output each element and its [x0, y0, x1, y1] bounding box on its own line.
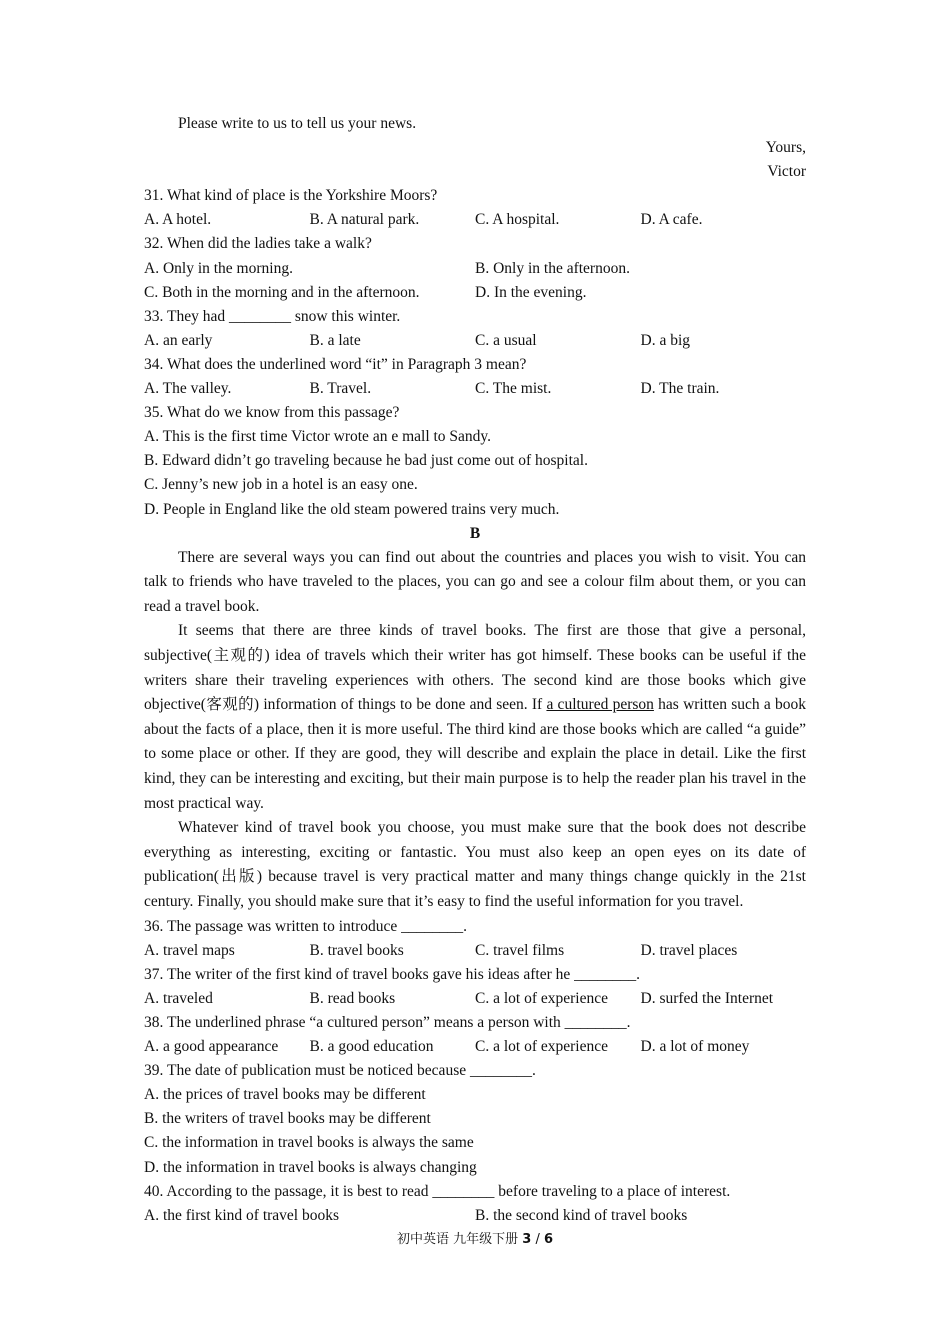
- answer-option: A. This is the first time Victor wrote an e mall to Sandy.: [144, 428, 492, 446]
- question-stem: 39. The date of publication must be noticed because ________.: [144, 1062, 536, 1080]
- question-stem: 33. They had ________ snow this winter.: [144, 307, 401, 325]
- passage-b: [144, 546, 806, 915]
- question-stem: 35. What do we know from this passage?: [144, 404, 400, 422]
- answer-option: A. a good appearance: [144, 1038, 279, 1056]
- letter-closing-line: Please write to us to tell us your news.: [178, 115, 417, 132]
- question-stem: 31. What kind of place is the Yorkshire Moors?: [144, 187, 438, 205]
- answer-option: D. A cafe.: [640, 211, 703, 229]
- passage-paragraph-2: [144, 619, 806, 816]
- answer-option: D. surfed the Internet: [640, 989, 774, 1007]
- answer-option: C. Jenny’s new job in a hotel is an easy one.: [144, 476, 418, 494]
- question-stem: 32. When did the ladies take a walk?: [144, 235, 372, 253]
- answer-option: D. The train.: [640, 380, 720, 398]
- question-stem: 34. What does the underlined word “it” in Paragraph 3 mean?: [144, 355, 527, 373]
- answer-option: C. A hospital.: [475, 211, 560, 229]
- answer-option: B. A natural park.: [309, 211, 420, 229]
- answer-option: A. A hotel.: [144, 211, 212, 229]
- answer-option: C. The mist.: [475, 380, 552, 398]
- page-number-separator: /: [535, 1232, 540, 1247]
- paragraph-2-text-before: It seems that there are three kinds of travel books. The first are those that give a personal, subjective(主观的) idea of travels which their writer has got himself. These books can be useful if the writers share their traveling experiences with others. The second kind are those books which give objective(客观的) information of things to be done and seen. If: [144, 622, 806, 714]
- page-number-current: 3: [522, 1232, 532, 1247]
- questions-section-a: [144, 184, 806, 521]
- answer-option: D. People in England like the old steam powered trains very much.: [144, 500, 560, 518]
- underlined-phrase: a cultured person: [546, 696, 654, 714]
- answer-option: B. Edward didn’t go traveling because he bad just come out of hospital.: [144, 452, 588, 470]
- passage-paragraph-1: There are several ways you can find out about the countries and places you wish to visit. You can talk to friends who have traveled to the places, you can go and see a colour film about them, or you can read a travel book.: [144, 548, 806, 615]
- page-footer: [0, 1228, 950, 1247]
- section-heading-b: B: [469, 524, 481, 542]
- answer-option: A. the prices of travel books may be different: [144, 1086, 426, 1104]
- answer-options-row: [144, 1035, 806, 1059]
- question-stem: 40. According to the passage, it is best to read ________ before traveling to a place of interest.: [144, 1182, 731, 1200]
- answer-option: B. the writers of travel books may be different: [144, 1110, 431, 1128]
- answer-option: B. a late: [309, 331, 361, 349]
- answer-options-row: [144, 208, 806, 232]
- passage-paragraph-3: Whatever kind of travel book you choose, you must make sure that the book does not describe everything as interesting, exciting or fantastic. You must also keep an open eyes on its date of publication(出版) because travel is very practical matter and many things change quickly in the 21st century. Finally, you should make sure that it’s easy to find the useful information for you travel.: [144, 819, 806, 910]
- answer-option: C. the information in travel books is always the same: [144, 1134, 474, 1152]
- question-stem: 37. The writer of the first kind of travel books gave his ideas after he ________.: [144, 965, 641, 983]
- answer-option: A. Only in the morning.: [144, 259, 293, 277]
- answer-option: A. an early: [144, 331, 213, 349]
- exam-page: [144, 112, 806, 1228]
- answer-option: B. travel books: [309, 941, 404, 959]
- answer-options-row: [144, 939, 806, 963]
- answer-option: B. Travel.: [309, 380, 372, 398]
- questions-section-b: [144, 915, 806, 1228]
- letter-signoff: Yours,: [765, 139, 806, 157]
- answer-options-row: [144, 281, 806, 305]
- page-number-total: 6: [543, 1232, 554, 1247]
- answer-options-row: [144, 329, 806, 353]
- answer-option: C. a lot of experience: [475, 989, 608, 1007]
- answer-options-row: [144, 257, 806, 281]
- answer-option: A. The valley.: [144, 380, 232, 398]
- answer-option: A. traveled: [144, 989, 213, 1007]
- letter-signature: Victor: [767, 163, 806, 181]
- answer-option: D. the information in travel books is always changing: [144, 1158, 477, 1176]
- answer-option: B. a good education: [309, 1038, 434, 1056]
- answer-options-row: [144, 1204, 806, 1228]
- answer-option: A. travel maps: [144, 941, 235, 959]
- question-stem: 36. The passage was written to introduce ________.: [144, 917, 467, 935]
- footer-label: 初中英语 九年级下册: [396, 1232, 519, 1247]
- answer-option: B. Only in the afternoon.: [475, 259, 630, 277]
- answer-option: D. a lot of money: [640, 1038, 750, 1056]
- answer-option: D. In the evening.: [475, 283, 587, 301]
- answer-options-row: [144, 377, 806, 401]
- answer-option: C. a lot of experience: [475, 1038, 608, 1056]
- answer-option: D. travel places: [640, 941, 738, 959]
- answer-option: B. the second kind of travel books: [475, 1206, 688, 1224]
- answer-option: A. the first kind of travel books: [144, 1206, 340, 1224]
- answer-option: D. a big: [640, 331, 691, 349]
- answer-option: C. a usual: [475, 331, 537, 349]
- paragraph-2-text-after: has written such a book about the facts of a place, then it is more useful. The third kind are those books which are called “a guide” to some place or other. If they are good, they will describe and explain the place in detail. Like the first kind, they can be interesting and exciting, but their main purpose is to help the reader plan his travel in the most practical way.: [144, 696, 806, 812]
- question-stem: 38. The underlined phrase “a cultured person” means a person with ________.: [144, 1013, 631, 1031]
- answer-options-row: [144, 987, 806, 1011]
- answer-option: C. Both in the morning and in the afternoon.: [144, 283, 420, 301]
- answer-option: B. read books: [309, 989, 396, 1007]
- answer-option: C. travel films: [475, 941, 565, 959]
